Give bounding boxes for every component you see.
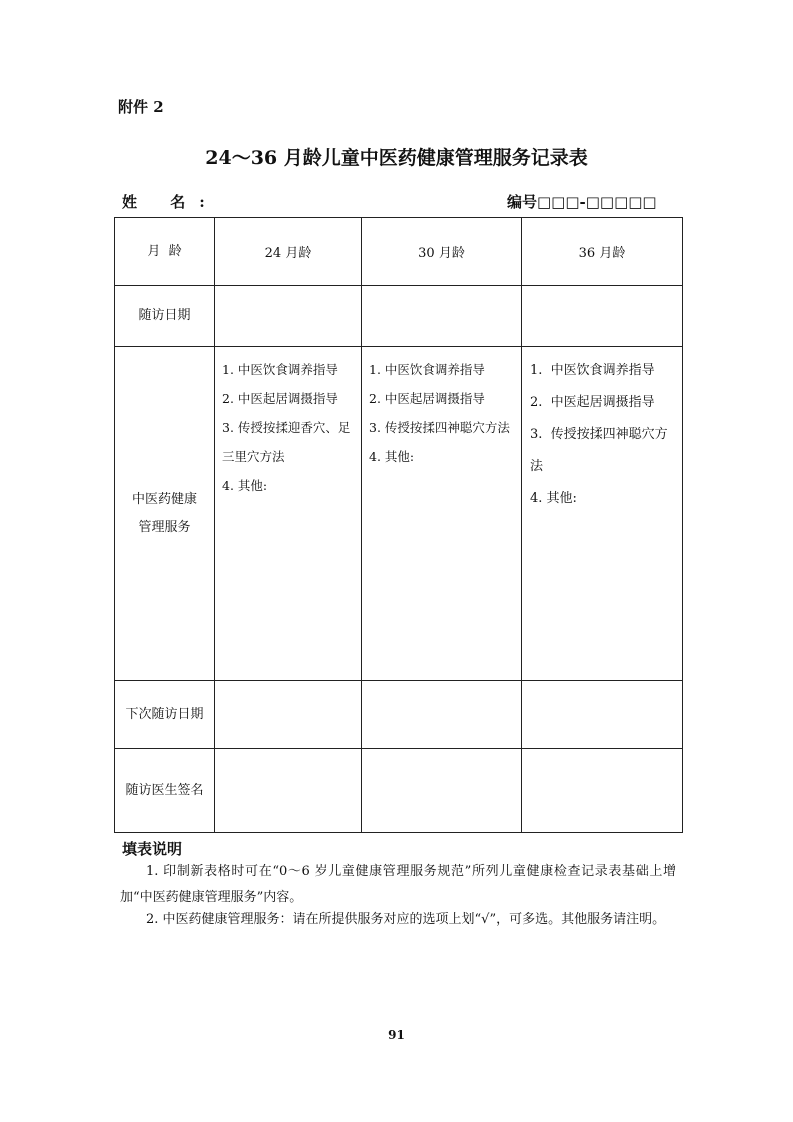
service-item: 1. 中医饮食调养指导	[222, 362, 338, 377]
attachment-label: 附件 2	[118, 98, 164, 116]
tcm-service-row	[115, 347, 683, 681]
notes-heading: 填表说明	[122, 840, 183, 858]
visit-date-24-cell[interactable]	[215, 286, 362, 347]
age-header: 月 龄	[115, 218, 215, 286]
visit-date-header: 随访日期	[115, 286, 215, 347]
service-item: 2. 中医起居调摄指导	[530, 395, 655, 410]
service-item: 4. 其他:	[222, 478, 268, 493]
page-number: 91	[388, 1028, 405, 1042]
service-item: 1. 中医饮食调养指导	[369, 362, 485, 377]
note-item-1: 1. 印制新表格时可在“0～6 岁儿童健康管理服务规范”所列儿童健康检查记录表基础上增加“中医药健康管理服务”内容。	[120, 864, 676, 905]
service-item: 4. 其他:	[369, 449, 415, 464]
signature-24-cell[interactable]	[215, 749, 362, 833]
name-label: 姓 名:	[122, 193, 219, 211]
next-visit-30-cell[interactable]	[362, 681, 522, 749]
next-visit-24-cell[interactable]	[215, 681, 362, 749]
code-label: 编号□□□-□□□□□	[507, 193, 657, 211]
service-item: 2. 中医起居调摄指导	[222, 391, 338, 406]
service-item: 2. 中医起居调摄指导	[369, 391, 485, 406]
services-36-cell[interactable]	[522, 347, 683, 681]
next-visit-row	[115, 681, 683, 749]
signature-30-cell[interactable]	[362, 749, 522, 833]
age-row	[115, 218, 683, 286]
service-item: 4. 其他:	[530, 491, 577, 506]
service-item: 3. 传授按揉四神聪穴方法	[369, 420, 510, 435]
service-item: 3. 传授按揉四神聪穴方法	[530, 427, 668, 474]
age-36: 36 月龄	[522, 218, 683, 286]
signature-36-cell[interactable]	[522, 749, 683, 833]
note-item-2: 2. 中医药健康管理服务：请在所提供服务对应的选项上划“√”，可多选。其他服务请注明。	[146, 912, 666, 927]
service-item: 1. 中医饮食调养指导	[530, 363, 655, 378]
form-title: 24～36 月龄儿童中医药健康管理服务记录表	[205, 147, 588, 169]
record-table	[114, 217, 683, 833]
age-24: 24 月龄	[215, 218, 362, 286]
age-30: 30 月龄	[362, 218, 522, 286]
services-30-cell[interactable]	[362, 347, 522, 681]
visit-date-36-cell[interactable]	[522, 286, 683, 347]
service-item: 3. 传授按揉迎香穴、足三里穴方法	[222, 420, 351, 464]
tcm-service-header-text: 中医药健康管理服务	[131, 491, 197, 535]
next-visit-header: 下次随访日期	[115, 681, 215, 749]
visit-date-row	[115, 286, 683, 347]
signature-row	[115, 749, 683, 833]
visit-date-30-cell[interactable]	[362, 286, 522, 347]
doctor-signature-header: 随访医生签名	[115, 749, 215, 833]
tcm-service-header	[115, 347, 215, 681]
services-24-cell[interactable]	[215, 347, 362, 681]
next-visit-36-cell[interactable]	[522, 681, 683, 749]
